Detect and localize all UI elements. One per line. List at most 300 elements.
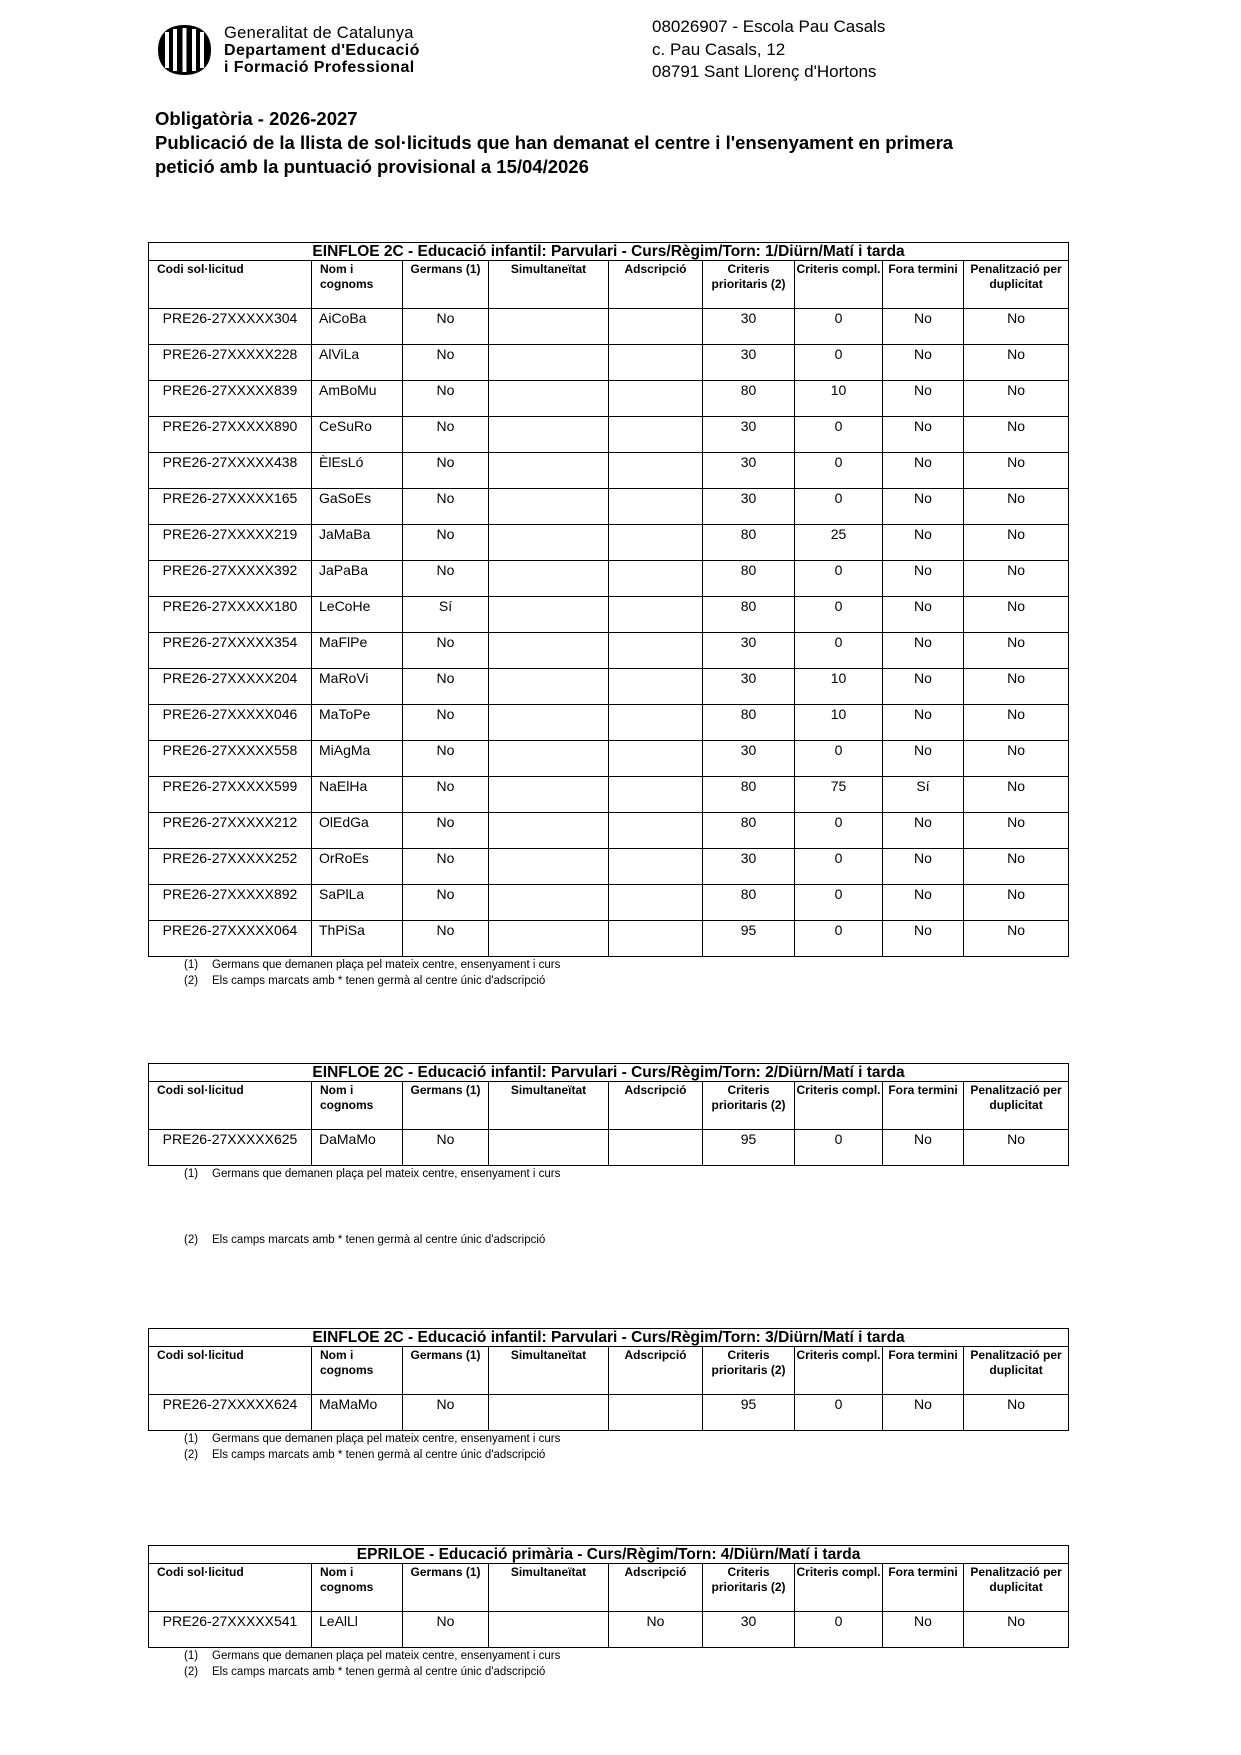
footnotes (148, 957, 1068, 989)
dept-line3: i Formació Professional (224, 59, 415, 76)
cell-criteris-prioritaris: 80 (703, 777, 795, 813)
column-header-criteris-compl: Criteris compl. (795, 1082, 883, 1130)
header-row (149, 1347, 1069, 1395)
cell-adscripcio (609, 849, 703, 885)
cell-simultaneitat (489, 669, 609, 705)
cell-fora-termini: No (883, 813, 964, 849)
cell-nom: AlViLa (312, 345, 403, 381)
cell-penalitzacio: No (964, 525, 1069, 561)
footnote-number: (2) (184, 975, 199, 987)
cell-criteris-compl: 10 (795, 669, 883, 705)
column-header-criteris-compl: Criteris compl. (795, 1347, 883, 1395)
cell-germans: No (403, 813, 489, 849)
footnotes (148, 1431, 1068, 1463)
cell-adscripcio (609, 489, 703, 525)
column-header-adscripcio: Adscripció (609, 261, 703, 309)
cell-simultaneitat (489, 777, 609, 813)
cell-criteris-compl: 75 (795, 777, 883, 813)
cell-simultaneitat (489, 885, 609, 921)
footnotes (148, 1166, 1068, 1248)
cell-nom: AmBoMu (312, 381, 403, 417)
cell-germans: No (403, 525, 489, 561)
cell-germans: No (403, 1130, 489, 1166)
cell-penalitzacio: No (964, 381, 1069, 417)
cell-simultaneitat (489, 1395, 609, 1431)
footnote-number: (1) (184, 959, 199, 971)
cell-adscripcio (609, 417, 703, 453)
cell-codi: PRE26-27XXXXX599 (149, 777, 312, 813)
cell-simultaneitat (489, 921, 609, 957)
cell-criteris-compl: 10 (795, 705, 883, 741)
cell-penalitzacio: No (964, 345, 1069, 381)
cell-codi: PRE26-27XXXXX046 (149, 705, 312, 741)
cell-germans: Sí (403, 597, 489, 633)
cell-codi: PRE26-27XXXXX558 (149, 741, 312, 777)
cell-codi: PRE26-27XXXXX252 (149, 849, 312, 885)
table-row (149, 741, 1069, 777)
cell-fora-termini: No (883, 453, 964, 489)
table-row (149, 1612, 1069, 1648)
column-header-penalitzacio: Penalització per duplicitat (964, 261, 1069, 309)
cell-codi: PRE26-27XXXXX165 (149, 489, 312, 525)
cell-nom: LeCoHe (312, 597, 403, 633)
table-row (149, 345, 1069, 381)
caption-row (149, 1064, 1069, 1082)
cell-fora-termini: No (883, 561, 964, 597)
cell-simultaneitat (489, 345, 609, 381)
cell-penalitzacio: No (964, 741, 1069, 777)
generalitat-logo (157, 24, 212, 76)
cell-criteris-compl: 0 (795, 309, 883, 345)
cell-penalitzacio: No (964, 309, 1069, 345)
cell-nom: OlEdGa (312, 813, 403, 849)
cell-penalitzacio: No (964, 849, 1069, 885)
cell-adscripcio (609, 453, 703, 489)
results-table (148, 1545, 1069, 1648)
table-row (149, 813, 1069, 849)
cell-criteris-prioritaris: 30 (703, 669, 795, 705)
cell-germans: No (403, 705, 489, 741)
cell-penalitzacio: No (964, 1612, 1069, 1648)
section-caption: EINFLOE 2C - Educació infantil: Parvulari - Curs/Règim/Torn: 2/Diürn/Matí i tarda (149, 1064, 1069, 1082)
cell-criteris-compl: 0 (795, 1395, 883, 1431)
cell-nom: LeAlLl (312, 1612, 403, 1648)
footnote-number: (1) (184, 1650, 199, 1662)
footnote-number: (1) (184, 1168, 199, 1180)
cell-criteris-prioritaris: 80 (703, 885, 795, 921)
cell-codi: PRE26-27XXXXX625 (149, 1130, 312, 1166)
section-curs-1 (148, 242, 1068, 989)
cell-criteris-compl: 0 (795, 417, 883, 453)
cell-criteris-prioritaris: 80 (703, 705, 795, 741)
cell-fora-termini: No (883, 705, 964, 741)
title-line3: petició amb la puntuació provisional a 15/04/2026 (155, 156, 589, 177)
cell-simultaneitat (489, 1130, 609, 1166)
table-row (149, 417, 1069, 453)
cell-nom: MiAgMa (312, 741, 403, 777)
cell-nom: NaElHa (312, 777, 403, 813)
footnote-text: Germans que demanen plaça pel mateix centre, ensenyament i curs (212, 959, 561, 971)
cell-germans: No (403, 453, 489, 489)
cell-adscripcio (609, 309, 703, 345)
section-caption: EINFLOE 2C - Educació infantil: Parvulari - Curs/Règim/Torn: 1/Diürn/Matí i tarda (149, 243, 1069, 261)
cell-criteris-compl: 0 (795, 453, 883, 489)
cell-fora-termini: No (883, 885, 964, 921)
footnote-2 (184, 1232, 1068, 1248)
cell-nom: DaMaMo (312, 1130, 403, 1166)
cell-penalitzacio: No (964, 813, 1069, 849)
column-header-simultaneitat: Simultaneïtat (489, 1347, 609, 1395)
title-line2: Publicació de la llista de sol·licituds que han demanat el centre i l'ensenyament en primera (155, 132, 954, 153)
cell-fora-termini: No (883, 669, 964, 705)
table-row (149, 777, 1069, 813)
cell-fora-termini: No (883, 309, 964, 345)
header-row (149, 1082, 1069, 1130)
cell-adscripcio (609, 777, 703, 813)
cell-simultaneitat (489, 453, 609, 489)
column-header-adscripcio: Adscripció (609, 1082, 703, 1130)
section-caption: EINFLOE 2C - Educació infantil: Parvulari - Curs/Règim/Torn: 3/Diürn/Matí i tarda (149, 1329, 1069, 1347)
cell-nom: ThPiSa (312, 921, 403, 957)
cell-germans: No (403, 777, 489, 813)
cell-fora-termini: No (883, 1612, 964, 1648)
cell-adscripcio (609, 669, 703, 705)
cell-germans: No (403, 741, 489, 777)
cell-criteris-prioritaris: 95 (703, 921, 795, 957)
column-header-codi: Codi sol·licitud (149, 1082, 312, 1130)
cell-codi: PRE26-27XXXXX212 (149, 813, 312, 849)
caption-row (149, 1329, 1069, 1347)
cell-criteris-compl: 0 (795, 561, 883, 597)
cell-penalitzacio: No (964, 921, 1069, 957)
cell-codi: PRE26-27XXXXX892 (149, 885, 312, 921)
footnote-text: Germans que demanen plaça pel mateix centre, ensenyament i curs (212, 1168, 561, 1180)
results-table (148, 242, 1069, 957)
table-row (149, 1130, 1069, 1166)
cell-adscripcio (609, 597, 703, 633)
column-header-simultaneitat: Simultaneïtat (489, 1564, 609, 1612)
cell-germans: No (403, 921, 489, 957)
column-header-penalitzacio: Penalització per duplicitat (964, 1082, 1069, 1130)
table-row (149, 561, 1069, 597)
column-header-fora-termini: Fora termini (883, 1082, 964, 1130)
cell-nom: JaMaBa (312, 525, 403, 561)
cell-penalitzacio: No (964, 597, 1069, 633)
table-row (149, 849, 1069, 885)
cell-codi: PRE26-27XXXXX354 (149, 633, 312, 669)
header-row (149, 1564, 1069, 1612)
cell-adscripcio (609, 705, 703, 741)
caption-row (149, 243, 1069, 261)
column-header-criteris-compl: Criteris compl. (795, 261, 883, 309)
footnote-text: Germans que demanen plaça pel mateix centre, ensenyament i curs (212, 1433, 561, 1445)
cell-criteris-compl: 25 (795, 525, 883, 561)
results-table (148, 1063, 1069, 1166)
column-header-criteris-prioritaris: Criteris prioritaris (2) (703, 1347, 795, 1395)
school-line2: c. Pau Casals, 12 (652, 39, 786, 59)
cell-penalitzacio: No (964, 1130, 1069, 1166)
dept-line1: Generalitat de Catalunya (224, 24, 414, 42)
footnote-text: Els camps marcats amb * tenen germà al centre únic d'adscripció (212, 1666, 546, 1678)
cell-criteris-prioritaris: 30 (703, 345, 795, 381)
cell-fora-termini: No (883, 633, 964, 669)
cell-adscripcio (609, 1395, 703, 1431)
cell-codi: PRE26-27XXXXX228 (149, 345, 312, 381)
cell-codi: PRE26-27XXXXX219 (149, 525, 312, 561)
footnote-2 (184, 1447, 1068, 1463)
cell-germans: No (403, 489, 489, 525)
cell-fora-termini: No (883, 489, 964, 525)
column-header-adscripcio: Adscripció (609, 1347, 703, 1395)
cell-nom: GaSoEs (312, 489, 403, 525)
cell-fora-termini: No (883, 345, 964, 381)
cell-criteris-compl: 0 (795, 921, 883, 957)
cell-penalitzacio: No (964, 705, 1069, 741)
cell-germans: No (403, 561, 489, 597)
column-header-fora-termini: Fora termini (883, 1564, 964, 1612)
cell-nom: CeSuRo (312, 417, 403, 453)
section-curs-2 (148, 1063, 1068, 1248)
cell-fora-termini: Sí (883, 777, 964, 813)
cell-codi: PRE26-27XXXXX392 (149, 561, 312, 597)
department-block (224, 25, 420, 76)
cell-fora-termini: No (883, 417, 964, 453)
cell-criteris-prioritaris: 30 (703, 849, 795, 885)
cell-germans: No (403, 381, 489, 417)
footnote-1 (184, 1431, 1068, 1447)
cell-criteris-prioritaris: 80 (703, 561, 795, 597)
table-row (149, 489, 1069, 525)
cell-fora-termini: No (883, 525, 964, 561)
footnote-number: (2) (184, 1234, 199, 1246)
cell-simultaneitat (489, 381, 609, 417)
cell-penalitzacio: No (964, 417, 1069, 453)
cell-penalitzacio: No (964, 453, 1069, 489)
cell-simultaneitat (489, 1612, 609, 1648)
footnote-text: Germans que demanen plaça pel mateix centre, ensenyament i curs (212, 1650, 561, 1662)
cell-fora-termini: No (883, 1130, 964, 1166)
cell-simultaneitat (489, 813, 609, 849)
cell-germans: No (403, 849, 489, 885)
cell-criteris-compl: 0 (795, 345, 883, 381)
table-row (149, 633, 1069, 669)
cell-nom: MaRoVi (312, 669, 403, 705)
column-header-fora-termini: Fora termini (883, 261, 964, 309)
footnote-2 (184, 1664, 1068, 1680)
cell-criteris-prioritaris: 30 (703, 633, 795, 669)
cell-penalitzacio: No (964, 1395, 1069, 1431)
caption-row (149, 1546, 1069, 1564)
column-header-germans: Germans (1) (403, 1082, 489, 1130)
column-header-penalitzacio: Penalització per duplicitat (964, 1347, 1069, 1395)
table-row (149, 1395, 1069, 1431)
cell-criteris-compl: 0 (795, 813, 883, 849)
cell-criteris-prioritaris: 30 (703, 741, 795, 777)
cell-fora-termini: No (883, 741, 964, 777)
column-header-criteris-compl: Criteris compl. (795, 1564, 883, 1612)
column-header-simultaneitat: Simultaneïtat (489, 261, 609, 309)
footnote-text: Els camps marcats amb * tenen germà al centre únic d'adscripció (212, 1449, 546, 1461)
cell-fora-termini: No (883, 849, 964, 885)
cell-criteris-compl: 0 (795, 633, 883, 669)
column-header-germans: Germans (1) (403, 261, 489, 309)
cell-codi: PRE26-27XXXXX204 (149, 669, 312, 705)
cell-criteris-compl: 0 (795, 489, 883, 525)
cell-adscripcio (609, 525, 703, 561)
footnote-number: (2) (184, 1666, 199, 1678)
school-address (652, 16, 885, 84)
footnote-text: Els camps marcats amb * tenen germà al centre únic d'adscripció (212, 1234, 546, 1246)
column-header-criteris-prioritaris: Criteris prioritaris (2) (703, 261, 795, 309)
table-row (149, 381, 1069, 417)
cell-simultaneitat (489, 633, 609, 669)
cell-codi: PRE26-27XXXXX541 (149, 1612, 312, 1648)
cell-adscripcio (609, 741, 703, 777)
section-curs-4 (148, 1545, 1068, 1680)
school-line1: 08026907 - Escola Pau Casals (652, 17, 886, 36)
cell-criteris-compl: 0 (795, 1130, 883, 1166)
cell-simultaneitat (489, 705, 609, 741)
cell-simultaneitat (489, 489, 609, 525)
cell-fora-termini: No (883, 1395, 964, 1431)
cell-fora-termini: No (883, 597, 964, 633)
column-header-criteris-prioritaris: Criteris prioritaris (2) (703, 1564, 795, 1612)
cell-criteris-compl: 0 (795, 741, 883, 777)
title-line1: Obligatòria - 2026-2027 (155, 108, 358, 129)
footnote-text: Els camps marcats amb * tenen germà al centre únic d'adscripció (212, 975, 546, 987)
cell-germans: No (403, 1395, 489, 1431)
cell-criteris-prioritaris: 30 (703, 1612, 795, 1648)
footnote-1 (184, 957, 1068, 973)
column-header-nom: Nom i cognoms (312, 1347, 403, 1395)
dept-line2: Departament d'Educació (224, 42, 420, 59)
column-header-codi: Codi sol·licitud (149, 261, 312, 309)
cell-criteris-prioritaris: 30 (703, 309, 795, 345)
footnote-number: (1) (184, 1433, 199, 1445)
cell-germans: No (403, 885, 489, 921)
cell-adscripcio (609, 885, 703, 921)
cell-penalitzacio: No (964, 561, 1069, 597)
cell-adscripcio (609, 561, 703, 597)
table-row (149, 885, 1069, 921)
footnotes (148, 1648, 1068, 1680)
table-row (149, 921, 1069, 957)
column-header-criteris-prioritaris: Criteris prioritaris (2) (703, 1082, 795, 1130)
cell-criteris-prioritaris: 30 (703, 417, 795, 453)
footnote-1 (184, 1166, 1068, 1182)
cell-nom: MaMaMo (312, 1395, 403, 1431)
cell-germans: No (403, 309, 489, 345)
column-header-nom: Nom i cognoms (312, 261, 403, 309)
cell-adscripcio (609, 921, 703, 957)
cell-simultaneitat (489, 525, 609, 561)
cell-germans: No (403, 345, 489, 381)
section-curs-3 (148, 1328, 1068, 1463)
cell-adscripcio (609, 1130, 703, 1166)
cell-nom: ÈlEsLó (312, 453, 403, 489)
footnote-1 (184, 1648, 1068, 1664)
cell-simultaneitat (489, 561, 609, 597)
cell-nom: AiCoBa (312, 309, 403, 345)
cell-codi: PRE26-27XXXXX304 (149, 309, 312, 345)
cell-codi: PRE26-27XXXXX890 (149, 417, 312, 453)
cell-fora-termini: No (883, 381, 964, 417)
column-header-penalitzacio: Penalització per duplicitat (964, 1564, 1069, 1612)
column-header-fora-termini: Fora termini (883, 1347, 964, 1395)
cell-simultaneitat (489, 417, 609, 453)
cell-criteris-compl: 0 (795, 885, 883, 921)
table-row (149, 597, 1069, 633)
cell-criteris-prioritaris: 30 (703, 453, 795, 489)
column-header-germans: Germans (1) (403, 1347, 489, 1395)
table-row (149, 525, 1069, 561)
table-row (149, 705, 1069, 741)
cell-codi: PRE26-27XXXXX438 (149, 453, 312, 489)
column-header-germans: Germans (1) (403, 1564, 489, 1612)
cell-nom: OrRoEs (312, 849, 403, 885)
cell-codi: PRE26-27XXXXX064 (149, 921, 312, 957)
header-row (149, 261, 1069, 309)
cell-criteris-prioritaris: 80 (703, 597, 795, 633)
school-line3: 08791 Sant Llorenç d'Hortons (652, 62, 877, 81)
cell-germans: No (403, 1612, 489, 1648)
cell-simultaneitat (489, 741, 609, 777)
cell-adscripcio: No (609, 1612, 703, 1648)
column-header-codi: Codi sol·licitud (149, 1347, 312, 1395)
cell-criteris-compl: 10 (795, 381, 883, 417)
cell-adscripcio (609, 381, 703, 417)
results-table (148, 1328, 1069, 1431)
cell-penalitzacio: No (964, 885, 1069, 921)
cell-penalitzacio: No (964, 633, 1069, 669)
cell-criteris-prioritaris: 95 (703, 1130, 795, 1166)
table-row (149, 309, 1069, 345)
cell-simultaneitat (489, 849, 609, 885)
section-caption: EPRILOE - Educació primària - Curs/Règim/Torn: 4/Diürn/Matí i tarda (149, 1546, 1069, 1564)
cell-criteris-compl: 0 (795, 1612, 883, 1648)
footnote-2 (184, 973, 1068, 989)
cell-nom: MaFlPe (312, 633, 403, 669)
cell-criteris-compl: 0 (795, 849, 883, 885)
cell-criteris-prioritaris: 30 (703, 489, 795, 525)
cell-nom: SaPlLa (312, 885, 403, 921)
footnote-number: (2) (184, 1449, 199, 1461)
cell-penalitzacio: No (964, 489, 1069, 525)
cell-criteris-prioritaris: 95 (703, 1395, 795, 1431)
cell-germans: No (403, 669, 489, 705)
cell-criteris-prioritaris: 80 (703, 525, 795, 561)
cell-simultaneitat (489, 309, 609, 345)
cell-adscripcio (609, 633, 703, 669)
document-title (155, 107, 1075, 179)
table-row (149, 453, 1069, 489)
column-header-simultaneitat: Simultaneïtat (489, 1082, 609, 1130)
cell-penalitzacio: No (964, 669, 1069, 705)
cell-adscripcio (609, 345, 703, 381)
cell-codi: PRE26-27XXXXX180 (149, 597, 312, 633)
cell-simultaneitat (489, 597, 609, 633)
cell-codi: PRE26-27XXXXX624 (149, 1395, 312, 1431)
cell-germans: No (403, 417, 489, 453)
column-header-nom: Nom i cognoms (312, 1082, 403, 1130)
cell-fora-termini: No (883, 921, 964, 957)
cell-nom: JaPaBa (312, 561, 403, 597)
column-header-nom: Nom i cognoms (312, 1564, 403, 1612)
cell-criteris-prioritaris: 80 (703, 381, 795, 417)
cell-adscripcio (609, 813, 703, 849)
column-header-codi: Codi sol·licitud (149, 1564, 312, 1612)
cell-criteris-compl: 0 (795, 597, 883, 633)
